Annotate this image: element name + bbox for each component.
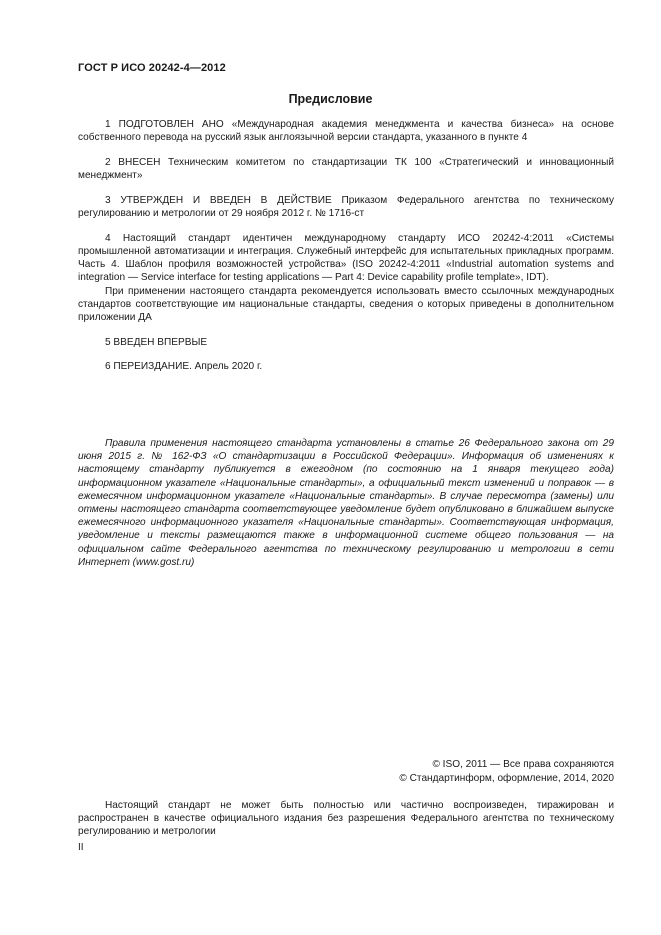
standard-code-header: ГОСТ Р ИСО 20242-4—2012: [78, 62, 226, 74]
reproduction-notice: [78, 799, 614, 839]
copyright-iso: © ISO, 2011 — Все права сохраняются: [432, 759, 614, 770]
foreword-item-5: 5 ВВЕДЕН ВПЕРВЫЕ: [105, 336, 208, 348]
foreword-item-4-note: При применении настоящего стандарта рекомендуется использовать вместо ссылочных международных стандартов соответствующие им национальные стандарты, сведения о которых приведены в дополнительном приложении ДА: [78, 285, 614, 323]
application-rules-notice: [78, 437, 614, 569]
copyright-block: [399, 758, 614, 785]
page-title: Предисловие: [288, 92, 373, 106]
copyright-standartinform: © Стандартинформ, оформление, 2014, 2020: [399, 772, 614, 784]
foreword-item-3: 3 УТВЕРЖДЕН И ВВЕДЕН В ДЕЙСТВИЕ Приказом Федерального агентства по техническому регулированию и метрологии от 29 ноября 2012 г. № 1716-ст: [78, 194, 614, 220]
page-number: II: [78, 842, 84, 853]
foreword-item-4: 4 Настоящий стандарт идентичен международному стандарту ИСО 20242-4:2011 «Системы промышленной автоматизации и интеграция. Служебный интерфейс для испытательных прикладных программ. Часть 4. Шаблон профиля возможностей устройства» (ISO 20242-4:2011 «Industrial automation systems and integration — Service interface for testing applications — Part 4: Device capability profile template», IDT).: [78, 232, 614, 284]
foreword-item-2: 2 ВНЕСЕН Техническим комитетом по стандартизации ТК 100 «Стратегический и инновационный менеджмент»: [78, 156, 614, 182]
foreword-item-6: 6 ПЕРЕИЗДАНИЕ. Апрель 2020 г.: [105, 361, 263, 373]
reproduction-text: Настоящий стандарт не может быть полностью или частично воспроизведен, тиражирован и распространен в качестве официального издания без разрешения Федерального агентства по техническому регулированию и метрологии: [78, 800, 614, 838]
foreword-item-1: 1 ПОДГОТОВЛЕН АНО «Международная академия менеджмента и качества бизнеса» на основе собственного перевода на русский язык англоязычной версии стандарта, указанного в пункте 4: [78, 119, 614, 144]
notice-text: Правила применения настоящего стандарта установлены в статье 26 Федерального закона от 29 июня 2015 г. № 162-ФЗ «О стандартизации в Российской Федерации». Информация об изменениях к настоящему стандарту публикуется в ежегодном (по состоянию на 1 января текущего года) информационном указателе «Национальные стандарты», а официальный текст изменений и поправок — в ежемесячном информационном указателе «Национальные стандарты». В случае пересмотра (замены) или отмены настоящего стандарта соответствующее уведомление будет опубликовано в ближайшем выпуске ежемесячного информационного указателя «Национальные стандарты». Соответствующая информация, уведомление и тексты размещаются также в информационной системе общего пользования — на официальном сайте Федерального агентства по техническому регулированию и метрологии в сети Интернет (www.gost.ru): [78, 438, 614, 568]
foreword-body: [78, 118, 614, 374]
